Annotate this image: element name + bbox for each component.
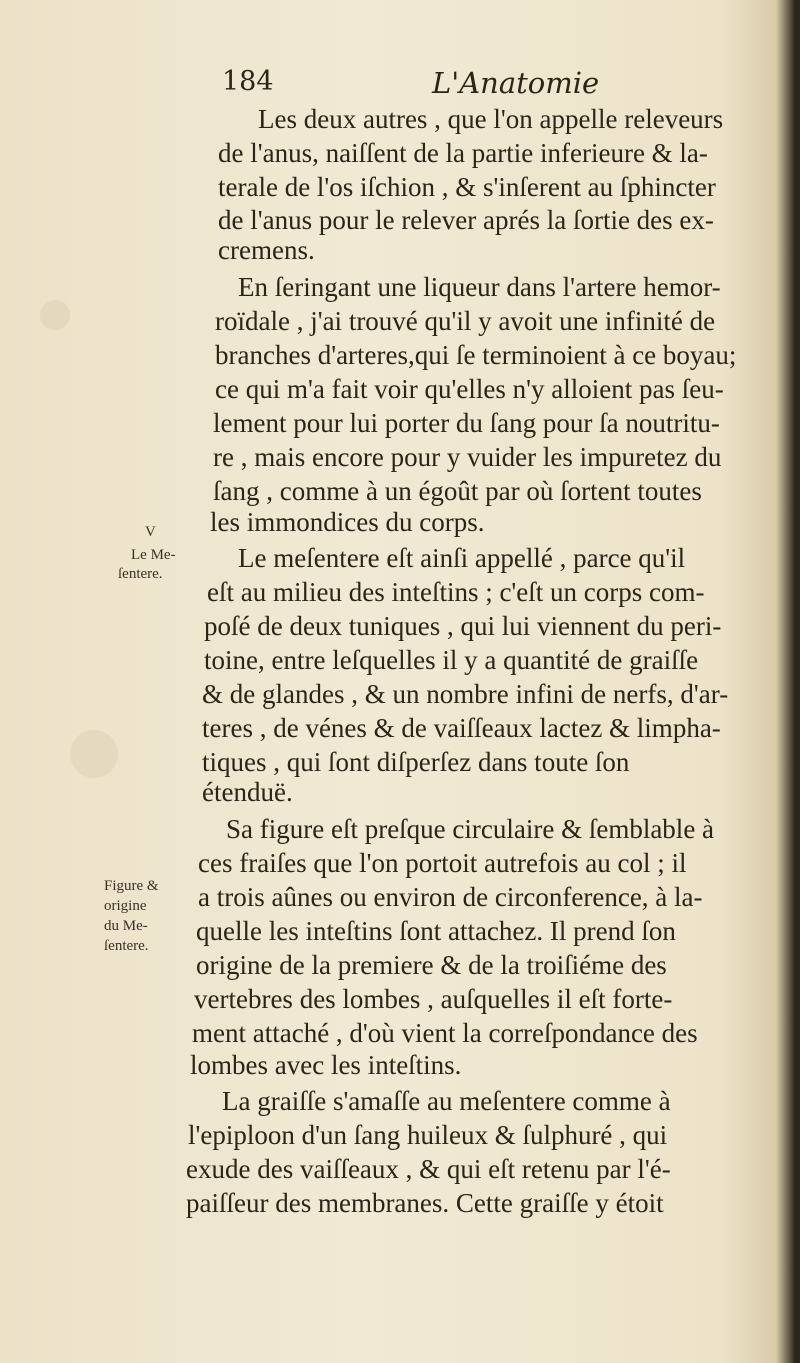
text-line: lement pour lui porter du ſang pour ſa noutritu- — [213, 408, 720, 438]
text-line: & de glandes , & un nombre infini de nerfs, d'ar- — [202, 679, 729, 709]
text-line: tiques , qui ſont diſperſez dans toute ſon — [202, 747, 630, 777]
text-line: cremens. — [218, 235, 315, 265]
text-line: poſé de deux tuniques , qui lui viennent du peri- — [204, 611, 722, 641]
text-line: vertebres des lombes , auſquelles il eſt forte- — [194, 984, 673, 1014]
page-header — [222, 66, 782, 106]
text-line: roïdale , j'ai trouvé qu'il y avoit une infinité de — [215, 306, 716, 336]
paper-stain — [40, 300, 70, 330]
margin-note-mesentere-line: ſentere. — [118, 566, 163, 582]
page-edge — [794, 0, 800, 1363]
text-line: quelle les inteſtins ſont attachez. Il prend ſon — [196, 916, 676, 946]
text-line: origine de la premiere & de la troiſiéme des — [196, 950, 667, 980]
paper-stain — [70, 730, 118, 778]
margin-note-figure-line: ſentere. — [104, 938, 149, 954]
margin-note-figure-line: origine — [104, 898, 147, 914]
text-line: La graiſſe s'amaſſe au meſentere comme à — [222, 1086, 671, 1116]
text-line: terale de l'os iſchion , & s'inſerent au ſphincter — [218, 172, 716, 202]
text-line: toine, entre leſquelles il y a quantité de graiſſe — [204, 645, 699, 675]
running-title: L'Anatomie — [432, 66, 600, 100]
text-line: Sa figure eſt preſque circulaire & ſemblable à — [226, 814, 715, 844]
text-line: de l'anus, naiſſent de la partie inferieure & la- — [218, 138, 708, 168]
text-line: eſt au milieu des inteſtins ; c'eſt un corps com- — [207, 577, 705, 607]
text-line: ces fraiſes que l'on portoit autrefois au col ; il — [198, 848, 687, 878]
text-line: paiſſeur des membranes. Cette graiſſe y étoit — [186, 1188, 664, 1218]
text-line: exude des vaiſſeaux , & qui eſt retenu par l'é- — [186, 1154, 671, 1184]
page-number: 184 — [222, 66, 274, 97]
text-line: ment attaché , d'où vient la correſpondance des — [192, 1018, 698, 1048]
margin-note-v: V — [145, 524, 156, 540]
text-line: étenduë. — [202, 777, 293, 807]
text-line: Les deux autres , que l'on appelle releveurs — [258, 104, 724, 134]
text-line: ce qui m'a fait voir qu'elles n'y alloient pas ſeu- — [215, 374, 724, 404]
text-line: lombes avec les inteſtins. — [190, 1050, 462, 1080]
text-line: de l'anus pour le relever aprés la ſortie des ex- — [218, 205, 714, 235]
text-line: ſang , comme à un égoût par où ſortent toutes — [213, 476, 702, 506]
text-line: a trois aûnes ou environ de circonference, à la- — [198, 882, 703, 912]
text-line: teres , de vénes & de vaiſſeaux lactez & limpha- — [202, 713, 721, 743]
margin-note-figure-line: du Me- — [104, 918, 148, 934]
text-line: En ſeringant une liqueur dans l'artere hemor- — [238, 272, 721, 302]
text-line: l'epiploon d'un ſang huileux & ſulphuré , qui — [188, 1120, 668, 1150]
text-line: Le meſentere eſt ainſi appellé , parce qu'il — [238, 543, 686, 573]
margin-note-mesentere-line: Le Me- — [131, 547, 176, 563]
text-line: les immondices du corps. — [210, 507, 485, 537]
text-line: re , mais encore pour y vuider les impuretez du — [213, 442, 722, 472]
text-line: branches d'arteres,qui ſe terminoient à ce boyau; — [215, 340, 737, 370]
margin-note-figure-line: Figure & — [104, 878, 159, 894]
